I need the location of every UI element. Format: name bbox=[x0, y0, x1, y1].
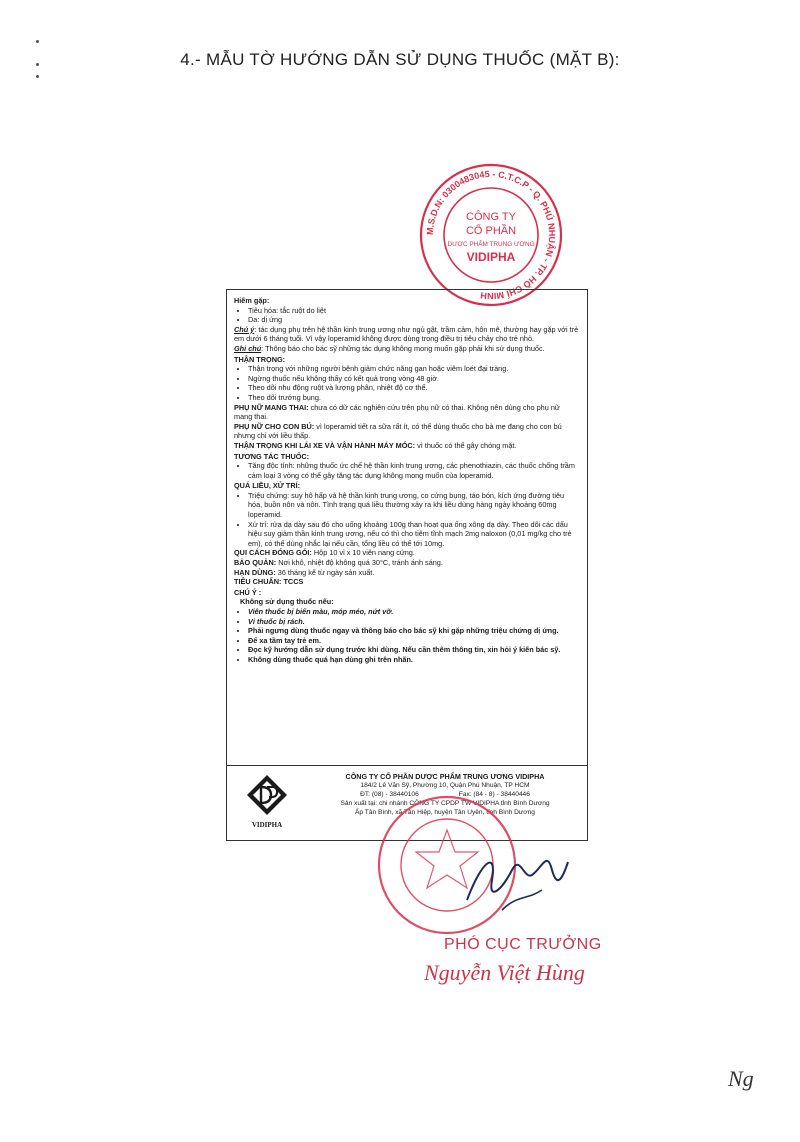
packaging-text: Hộp 10 vỉ x 10 viên nang cứng. bbox=[311, 548, 415, 558]
diamond-logo-icon bbox=[245, 773, 289, 817]
stamp-line3: DƯỢC PHẨM TRUNG ƯƠNG bbox=[447, 241, 535, 248]
corner-initial: Ng bbox=[728, 1066, 754, 1091]
logo-name: VIDIPHA bbox=[251, 820, 283, 829]
company-phone: ĐT: (08) - 38440106 bbox=[360, 791, 419, 798]
than-trong-list bbox=[234, 364, 580, 402]
section-heading: Hiếm gặp: bbox=[234, 296, 270, 305]
official-name: Nguyễn Việt Hùng bbox=[424, 960, 585, 985]
breastfeeding-paragraph bbox=[234, 422, 580, 441]
handwritten-signature bbox=[462, 840, 572, 920]
standard-paragraph bbox=[234, 577, 580, 587]
list-item: • Thận trọng với những người bệnh giảm chức năng gan hoặc viêm loét đại tràng. bbox=[248, 364, 580, 374]
list-item: • Ngừng thuốc nếu không thấy có kết quả trong vòng 48 giờ. bbox=[248, 374, 580, 384]
ghi-chu-paragraph bbox=[234, 344, 580, 354]
pregnancy-paragraph bbox=[234, 403, 580, 422]
list-item: • Để xa tầm tay trẻ em. bbox=[248, 636, 580, 646]
factory-line: Sản xuất tại: chi nhánh CÔNG TY CPDP TW VIDIPHA tỉnh Bình Dương bbox=[340, 800, 550, 807]
list-item: • Theo dõi nhu động ruột và lượng phân, nhiệt độ cơ thể. bbox=[248, 383, 580, 393]
ghi-chu-label: Ghi chú bbox=[234, 343, 262, 353]
company-address: 184/2 Lê Văn Sỹ, Phường 10, Quận Phú Nhuận, TP HCM bbox=[360, 782, 530, 789]
breastfeeding-text: vì loperamid tiết ra sữa rất ít, có thể dùng thuốc cho bà mẹ đang cho con bú nhưng chỉ với liều thấp. bbox=[234, 421, 562, 441]
official-title: PHÓ CỤC TRƯỞNG bbox=[444, 936, 602, 953]
company-name: CÔNG TY CỔ PHẦN DƯỢC PHẨM TRUNG ƯƠNG VIDIPHA bbox=[345, 772, 545, 781]
note-label: Chú ý bbox=[234, 324, 255, 334]
list-item: • Phải ngưng dùng thuốc ngay và thông báo cho bác sỹ khi gặp những triệu chứng dị ứng. bbox=[248, 626, 580, 636]
note-text: : tác dụng phụ trên hệ thần kinh trung ương như ngủ gật, trầm cảm, hôn mê, thường hay gặp với trẻ em dưới 6 tháng tuổi. Vì vậy loperamid không được dùng trong điều trị tiêu chảy cho trẻ nhỏ. bbox=[234, 324, 579, 344]
driving-text: vì thuốc có thể gây chóng mặt. bbox=[415, 440, 517, 450]
pregnancy-label: PHỤ NỮ MANG THAI: bbox=[234, 402, 309, 412]
section-heading: QUÁ LIỀU, XỬ TRÍ: bbox=[234, 481, 301, 491]
pregnancy-text: chưa có dữ các nghiên cứu trên phụ nữ có thai. Không nên dùng cho phụ nữ mang thai. bbox=[234, 402, 560, 422]
list-item: • Xử trí: rửa dạ dày sau đó cho uống khoảng 100g than hoạt qua ống xông dạ dày. Theo dõi các dấu hiệu suy giảm thần kinh trung ương, nếu có thì cho tiêm tĩnh mạch 2mg naloxon (0,01 mg/kg cho trẻ em), có thể dùng nhắc lại nếu cần, tổng liều có thể tới 10mg. bbox=[248, 520, 580, 549]
page-title: 4.- MẪU TỜ HƯỚNG DẪN SỬ DỤNG THUỐC (MẶT B): bbox=[180, 50, 620, 69]
standard-label: TIÊU CHUẨN: bbox=[234, 577, 282, 587]
stamp-line2: CỔ PHẦN bbox=[465, 225, 517, 237]
warning-list bbox=[234, 607, 580, 665]
expiry-label: HẠN DÙNG: bbox=[234, 567, 276, 577]
section-heading: CHÚ Ý : bbox=[234, 587, 262, 597]
section-heading: TƯƠNG TÁC THUỐC: bbox=[234, 451, 310, 461]
note-paragraph bbox=[234, 325, 580, 344]
standard-text: TCCS bbox=[281, 577, 304, 587]
stamp-line1: CÔNG TY bbox=[466, 211, 516, 223]
list-item: • Không dùng thuốc quá hạn dùng ghi trên nhãn. bbox=[248, 655, 580, 665]
stamp-line4: VIDIPHA bbox=[466, 250, 516, 264]
margin-dot bbox=[36, 40, 39, 43]
warning-intro: Không sử dụng thuốc nếu: bbox=[240, 597, 334, 607]
list-item: • Đọc kỹ hướng dẫn sử dụng trước khi dùng. Nếu cần thêm thông tin, xin hỏi ý kiến bác sỹ. bbox=[248, 645, 580, 655]
expiry-text: 36 tháng kể từ ngày sản xuất. bbox=[275, 567, 375, 577]
stamp-ring-text: M.S.D.N: 0300483045 - C.T.C.P - Q. PHÚ NHUẬN - TP. HỒ CHÍ MINH bbox=[424, 168, 558, 302]
hiem-gap-list bbox=[234, 306, 580, 325]
company-stamp bbox=[416, 160, 566, 310]
list-item: • Tăng độc tính: những thuốc ức chế hệ thần kinh trung ương, các phenothiazin, các thuốc chống trầm cảm loại 3 vòng có thể gây tăng tác dụng không mong muốn của loperamid. bbox=[248, 461, 580, 480]
ghi-chu-text: : Thông báo cho bác sỹ những tác dụng không mong muốn gặp phải khi sử dụng thuốc. bbox=[261, 343, 545, 353]
qua-lieu-list bbox=[234, 491, 580, 549]
breastfeeding-label: PHỤ NỮ CHO CON BÚ: bbox=[234, 421, 315, 431]
section-heading: THẬN TRỌNG: bbox=[234, 354, 286, 364]
packaging-paragraph bbox=[234, 548, 580, 558]
packaging-label: QUI CÁCH ĐÓNG GÓI: bbox=[234, 548, 312, 558]
expiry-paragraph bbox=[234, 568, 580, 578]
company-fax: Fax: (84 - 8) - 38440446 bbox=[458, 791, 530, 798]
list-item: • Viên thuốc bị biến màu, móp méo, nứt vỡ. bbox=[248, 607, 580, 617]
company-logo bbox=[241, 773, 293, 830]
list-item: • Tiêu hóa: tắc ruột do liệt bbox=[248, 306, 580, 316]
storage-text: Nơi khô, nhiệt độ không quá 30°C, tránh ánh sáng. bbox=[276, 558, 443, 568]
tuong-tac-list bbox=[234, 461, 580, 480]
list-item: • Da: dị ứng bbox=[248, 315, 580, 325]
driving-paragraph bbox=[234, 441, 580, 451]
margin-dot bbox=[36, 75, 39, 78]
leaflet-panel bbox=[226, 289, 588, 841]
storage-paragraph bbox=[234, 558, 580, 568]
list-item: • Theo dõi trướng bụng. bbox=[248, 393, 580, 403]
driving-label: THẬN TRỌNG KHI LÁI XE VÀ VẬN HÀNH MÁY MÓC: bbox=[234, 440, 416, 450]
storage-label: BẢO QUẢN: bbox=[234, 558, 277, 568]
factory-address: Ấp Tân Bình, xã Tân Hiệp, huyện Tân Uyên, tỉnh Bình Dương bbox=[355, 809, 535, 816]
list-item: • Vỉ thuốc bị rách. bbox=[248, 617, 580, 627]
list-item: • Triệu chứng: suy hô hấp và hệ thần kinh trung ương, co cứng bụng, táo bón, kích ứng đường tiêu hóa, buồn nôn và nôn. Tình trạng quá liều thường xảy ra khi liều dùng hàng ngày khoảng 60mg loperamid. bbox=[248, 491, 580, 520]
